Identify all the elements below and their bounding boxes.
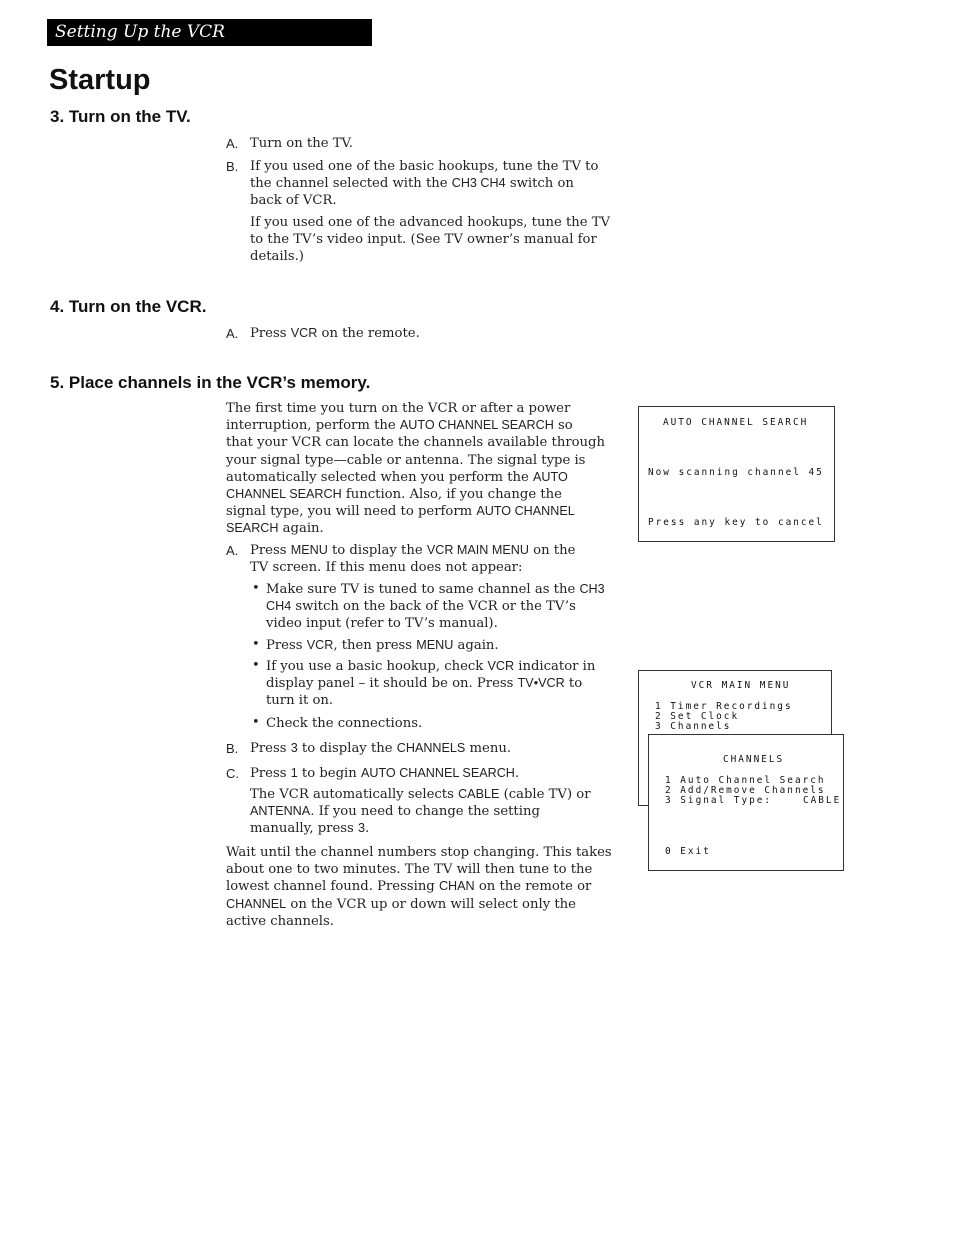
menu-item: 3 Channels <box>655 721 732 732</box>
bullet-dot: • <box>252 637 260 652</box>
wait-line <box>226 896 612 913</box>
menu-item: 2 Add/Remove Channels <box>665 785 826 796</box>
bullet-line <box>266 615 605 632</box>
screen-status: Now scanning channel 45 <box>648 467 824 478</box>
screen-title: VCR MAIN MENU <box>691 680 791 691</box>
text-run: on the VCR up or down will select only the <box>286 896 576 912</box>
c2-line <box>250 786 591 803</box>
step4-a-text <box>250 325 420 342</box>
key-term: AUTO CHANNEL <box>476 504 575 519</box>
text-run: signal type, you will need to perform <box>226 504 477 520</box>
text-run: interruption, perform the <box>226 418 400 434</box>
step5-c2-text <box>250 786 591 838</box>
key-term: ANTENNA <box>250 804 311 819</box>
intro-line <box>226 469 605 486</box>
key-term: CHANNEL SEARCH <box>226 487 342 502</box>
text-run: to display the <box>327 543 427 558</box>
text-run: to begin <box>297 766 361 781</box>
key-ch3-ch4: CH3 CH4 <box>451 176 506 191</box>
key-term: SEARCH <box>226 521 279 536</box>
intro-line <box>226 452 605 469</box>
menu-exit: 0 Exit <box>665 846 711 857</box>
bullet-line <box>266 598 605 615</box>
key-term: CHANNELS <box>396 741 466 755</box>
c2-line <box>250 803 591 820</box>
text-run: to display the <box>297 741 397 756</box>
bullet-dot: • <box>252 715 260 730</box>
text-run: manually, press <box>250 821 359 837</box>
key-term: CHAN <box>438 879 475 894</box>
text-run: Make sure TV is tuned to same channel as the <box>266 582 580 597</box>
wait-line <box>226 844 612 861</box>
key-term: 1 <box>290 766 298 780</box>
section-header-text: Setting Up the VCR <box>55 22 225 42</box>
key-term: CH4 <box>266 599 292 614</box>
text-run: function. Also, if you change the <box>341 487 562 503</box>
bullet-line <box>266 581 605 598</box>
text-run: The first time you turn on the VCR or after a power <box>226 401 571 416</box>
bullet-item <box>266 715 422 732</box>
step3-heading: 3. Turn on the TV. <box>50 107 191 126</box>
step5-b-text <box>250 740 511 757</box>
text-run: about one to two minutes. The TV will then tune to the <box>226 862 593 878</box>
step3-a-text: Turn on the TV. <box>250 136 353 151</box>
text-run: on the remote. <box>317 326 420 341</box>
key-term: AUTO <box>533 469 568 484</box>
key-term: AUTO CHANNEL SEARCH <box>360 766 515 780</box>
text-run: Press <box>250 326 291 341</box>
text-run: switch on <box>505 176 574 192</box>
bullet-line <box>266 692 595 709</box>
text-run: If you use a basic hookup, check <box>266 659 488 674</box>
wait-line <box>226 878 612 895</box>
text-run: video input (refer to TV’s manual). <box>266 616 498 632</box>
key-term: VCR <box>487 659 515 673</box>
text-run: Press <box>250 766 291 781</box>
text-run: Press <box>250 741 291 756</box>
key-vcr-main-menu: VCR MAIN MENU <box>426 543 529 557</box>
wait-line <box>226 861 612 878</box>
menu-item: 3 Signal Type: <box>665 795 773 806</box>
text-run: that your VCR can locate the channels available through <box>226 435 605 451</box>
text-run: . <box>365 821 370 837</box>
step3-b2-text <box>250 214 610 266</box>
step3-b2-line2: to the TV’s video input. (See TV owner’s manual for <box>250 232 597 248</box>
text-run: again. <box>453 638 499 653</box>
bullet-line <box>266 715 422 732</box>
text-run: the channel selected with the <box>250 176 452 192</box>
section-header <box>47 19 372 46</box>
step4-heading: 4. Turn on the VCR. <box>50 297 207 316</box>
a-line <box>250 542 575 559</box>
step5-c-label: C. <box>226 766 239 781</box>
key-term: CABLE <box>458 787 500 801</box>
screen-title: CHANNELS <box>723 754 785 765</box>
key-vcr: VCR <box>290 326 318 340</box>
text-run: Press <box>266 638 307 653</box>
screen-title: AUTO CHANNEL SEARCH <box>663 417 809 428</box>
intro-line <box>226 417 605 434</box>
auto-channel-search-screen <box>638 406 835 542</box>
intro-line <box>226 434 605 451</box>
text-run: display panel – it should be on. Press <box>266 676 518 692</box>
key-term: 3 <box>290 741 298 755</box>
bullet-line <box>266 675 595 692</box>
text-run: , then press <box>333 638 417 653</box>
step4-a-label: A. <box>226 326 239 341</box>
key-term: VCR <box>306 638 334 652</box>
text-run: Press <box>250 543 291 558</box>
step5-intro <box>226 400 605 538</box>
key-term: 3 <box>358 821 366 836</box>
key-menu: MENU <box>290 543 328 557</box>
signal-type-value: CABLE <box>803 795 842 806</box>
menu-item: 1 Timer Recordings <box>655 701 793 712</box>
text-run: automatically selected when you perform the <box>226 469 534 485</box>
intro-line <box>226 400 605 417</box>
step3-b-line2 <box>250 175 598 192</box>
key-term: TV•VCR <box>517 676 565 691</box>
text-run: on the remote or <box>474 879 592 895</box>
key-term: CH3 <box>579 582 605 596</box>
a-line <box>250 559 575 576</box>
step5-a-text <box>250 542 575 576</box>
page-title: Startup <box>49 64 151 96</box>
text-run: switch on the back of the VCR or the TV’s <box>291 599 576 615</box>
intro-line <box>226 520 605 537</box>
step3-b-line1: If you used one of the basic hookups, tune the TV to <box>250 159 599 174</box>
text-run: indicator in <box>514 659 596 674</box>
key-term: MENU <box>416 638 454 652</box>
step5-a-label: A. <box>226 543 239 558</box>
text-run: so <box>553 418 573 434</box>
text-run: turn it on. <box>266 693 334 709</box>
bullet-dot: • <box>252 658 260 673</box>
text-run: on the <box>528 543 576 558</box>
bullet-line <box>266 658 595 675</box>
step3-b2-line1: If you used one of the advanced hookups, tune the TV <box>250 215 611 230</box>
screen-hint: Press any key to cancel <box>648 517 824 528</box>
c2-line <box>250 820 591 837</box>
text-run: (cable TV) or <box>499 787 591 802</box>
step5-c-text <box>250 765 519 782</box>
bullet-item <box>266 581 605 633</box>
wait-line <box>226 913 612 930</box>
text-run: to <box>564 676 583 692</box>
step3-b-label: B. <box>226 159 239 174</box>
channels-screen <box>648 734 844 871</box>
text-run: The VCR automatically selects <box>250 787 459 802</box>
text-run: . If you need to change the setting <box>310 804 540 820</box>
step5-b-label: B. <box>226 741 239 756</box>
text-run: Check the connections. <box>266 716 423 731</box>
text-run: again. <box>278 521 324 537</box>
intro-line <box>226 503 605 520</box>
step3-b2-line3: details.) <box>250 249 304 265</box>
text-run: menu. <box>465 741 512 756</box>
bullet-dot: • <box>252 581 260 596</box>
text-run: lowest channel found. Pressing <box>226 879 439 895</box>
menu-item: 1 Auto Channel Search <box>665 775 826 786</box>
text-run: Wait until the channel numbers stop changing. This takes <box>226 845 612 860</box>
step5-wait-text <box>226 844 612 930</box>
step3-a-label: A. <box>226 136 239 151</box>
bullet-item <box>266 658 595 710</box>
key-term: AUTO CHANNEL SEARCH <box>399 418 554 433</box>
intro-line <box>226 486 605 503</box>
bullet-line <box>266 637 499 654</box>
key-term: CHANNEL <box>226 896 287 911</box>
bullet-item <box>266 637 499 654</box>
step3-b-text <box>250 158 598 210</box>
text-run: active channels. <box>226 913 334 929</box>
text-run: TV screen. If this menu does not appear: <box>250 560 523 576</box>
text-run: your signal type—cable or antenna. The signal type is <box>226 452 586 468</box>
step3-b-line3: back of VCR. <box>250 193 337 209</box>
menu-item: 2 Set Clock <box>655 711 740 722</box>
step5-heading: 5. Place channels in the VCR’s memory. <box>50 373 371 392</box>
text-run: . <box>514 766 520 781</box>
